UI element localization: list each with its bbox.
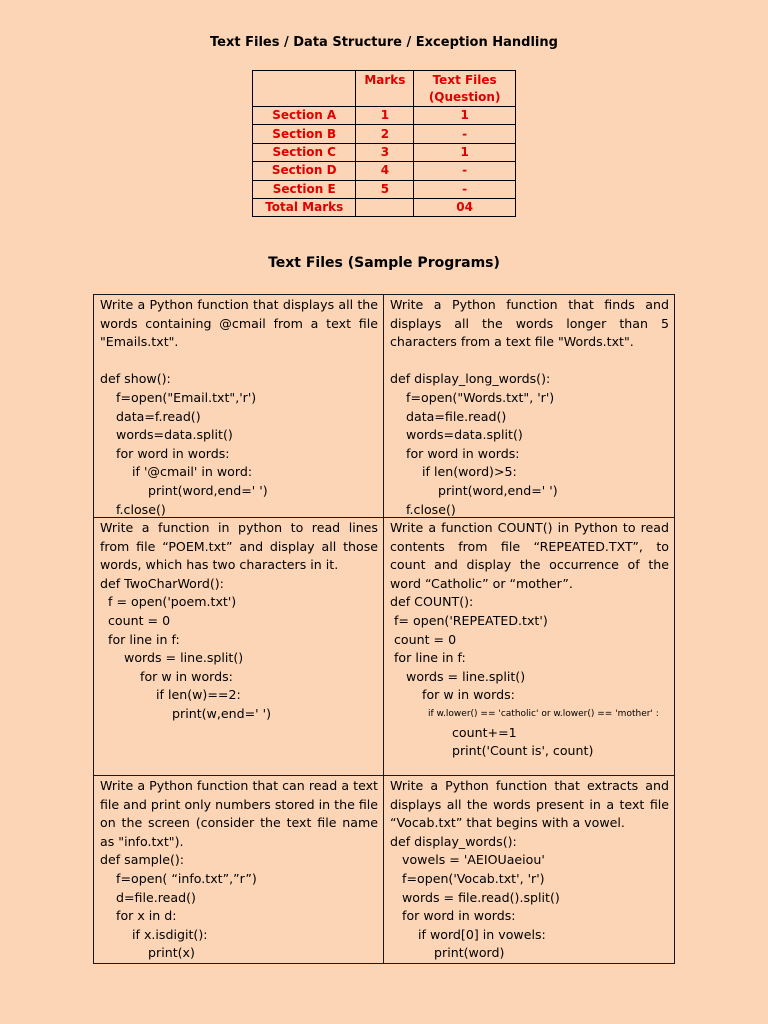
program-cell (384, 518, 674, 776)
program-question: Write a Python function that displays all the words containing @cmail from a text file "Emails.txt". (100, 297, 378, 350)
code-line: count+=1 (436, 724, 517, 740)
code-line: print(word,end=' ') (100, 482, 268, 498)
code-line: print(word) (390, 945, 505, 961)
code-line: if len(word)>5: (390, 464, 517, 480)
code-line: f=open('Vocab.txt', 'r') (390, 870, 545, 886)
program-question: Write a function COUNT() in Python to read contents from file “REPEATED.TXT”, to count and display the occurrence of the word “Catholic” or “mother”. (390, 520, 669, 591)
program-question: Write a Python function that extracts and displays all the words present in a text file “Vocab.txt” that begins with a vowel. (390, 778, 669, 831)
code-line: print(w,end=' ') (100, 705, 271, 721)
section-text-files: - (414, 180, 516, 198)
table-row (253, 143, 516, 161)
table-header-row (253, 71, 516, 107)
section-marks: 2 (356, 125, 414, 143)
code-line: for x in d: (100, 908, 177, 924)
section-name: Section C (253, 143, 356, 161)
table-header-cell: Text Files (Question) (414, 71, 516, 107)
programs-grid (93, 294, 675, 964)
code-line: f=open("Email.txt",'r') (100, 389, 257, 405)
code-line: words=data.split() (100, 427, 233, 443)
code-line: d=file.read() (100, 889, 196, 905)
code-line: def show(): (100, 371, 171, 387)
code-line: data=file.read() (390, 408, 507, 424)
program-question: Write a function in python to read lines from file “POEM.txt” and display all those words, which has two characters in it. (100, 520, 378, 573)
page-title: Text Files / Data Structure / Exception Handling (210, 35, 558, 50)
code-line: def display_long_words(): (390, 371, 551, 387)
table-header-cell: Marks (356, 71, 414, 107)
section-name: Section D (253, 162, 356, 180)
code-line: words = file.read().split() (390, 889, 560, 905)
code-line: if word[0] in vowels: (390, 926, 546, 942)
program-cell (384, 295, 674, 518)
table-row (253, 180, 516, 198)
total-label: Total Marks (253, 198, 356, 216)
code-line: if x.isdigit(): (100, 926, 208, 942)
table-row (253, 125, 516, 143)
program-cell (94, 776, 384, 963)
code-line: data=f.read() (100, 408, 201, 424)
section-marks: 1 (356, 107, 414, 125)
program-cell (94, 295, 384, 518)
code-line: print(word,end=' ') (390, 482, 558, 498)
code-line: print('Count is', count) (436, 743, 594, 759)
section-marks: 5 (356, 180, 414, 198)
code-line: count = 0 (390, 631, 457, 647)
total-marks (356, 198, 414, 216)
program-question: Write a Python function that finds and displays all the words longer than 5 characters from a text file "Words.txt". (390, 297, 669, 350)
section-text-files: 1 (414, 107, 516, 125)
code-line: count = 0 (100, 612, 171, 628)
section-marks: 4 (356, 162, 414, 180)
program-cell (384, 776, 674, 963)
total-text-files: 04 (414, 198, 516, 216)
code-line: f= open('REPEATED.txt') (390, 612, 548, 628)
table-row (253, 162, 516, 180)
code-line: def COUNT(): (390, 594, 474, 610)
table-header-cell (253, 71, 356, 107)
code-line: words=data.split() (390, 427, 523, 443)
code-line: f.close() (390, 501, 456, 517)
code-line: f=open("Words.txt", 'r') (390, 389, 555, 405)
section-text-files: - (414, 162, 516, 180)
code-line: for word in words: (390, 445, 520, 461)
table-row (253, 107, 516, 125)
program-question: Write a Python function that can read a text file and print only numbers stored in the file on the screen (consider the text file name as "info.txt"). (100, 778, 379, 849)
program-cell (94, 518, 384, 776)
code-line: print(x) (100, 945, 195, 961)
section-marks: 3 (356, 143, 414, 161)
code-line: def TwoCharWord(): (100, 575, 224, 591)
marks-table (252, 70, 516, 217)
code-line: words = line.split() (100, 650, 244, 666)
section-text-files: 1 (414, 143, 516, 161)
code-line: f=open( “info.txt”,”r”) (100, 870, 257, 886)
code-line: words = line.split() (390, 668, 526, 684)
table-row-total (253, 198, 516, 216)
code-line: for line in f: (390, 650, 466, 666)
code-line: f.close() (100, 501, 166, 517)
code-line: if '@cmail' in word: (100, 464, 253, 480)
section-title: Text Files (Sample Programs) (268, 255, 500, 271)
section-name: Section E (253, 180, 356, 198)
code-line: f = open('poem.txt') (100, 594, 237, 610)
code-line: if w.lower() == 'catholic' or w.lower() == 'mother' : (428, 708, 659, 719)
code-line: for line in f: (100, 631, 180, 647)
code-line: for w in words: (390, 687, 515, 703)
section-name: Section B (253, 125, 356, 143)
code-line: vowels = 'AEIOUaeiou' (390, 852, 545, 868)
code-line: for word in words: (390, 908, 516, 924)
code-line: def sample(): (100, 852, 185, 868)
section-text-files: - (414, 125, 516, 143)
code-line: def display_words(): (390, 833, 517, 849)
code-line: if len(w)==2: (100, 687, 241, 703)
section-name: Section A (253, 107, 356, 125)
code-line: for word in words: (100, 445, 230, 461)
code-line: for w in words: (100, 668, 233, 684)
